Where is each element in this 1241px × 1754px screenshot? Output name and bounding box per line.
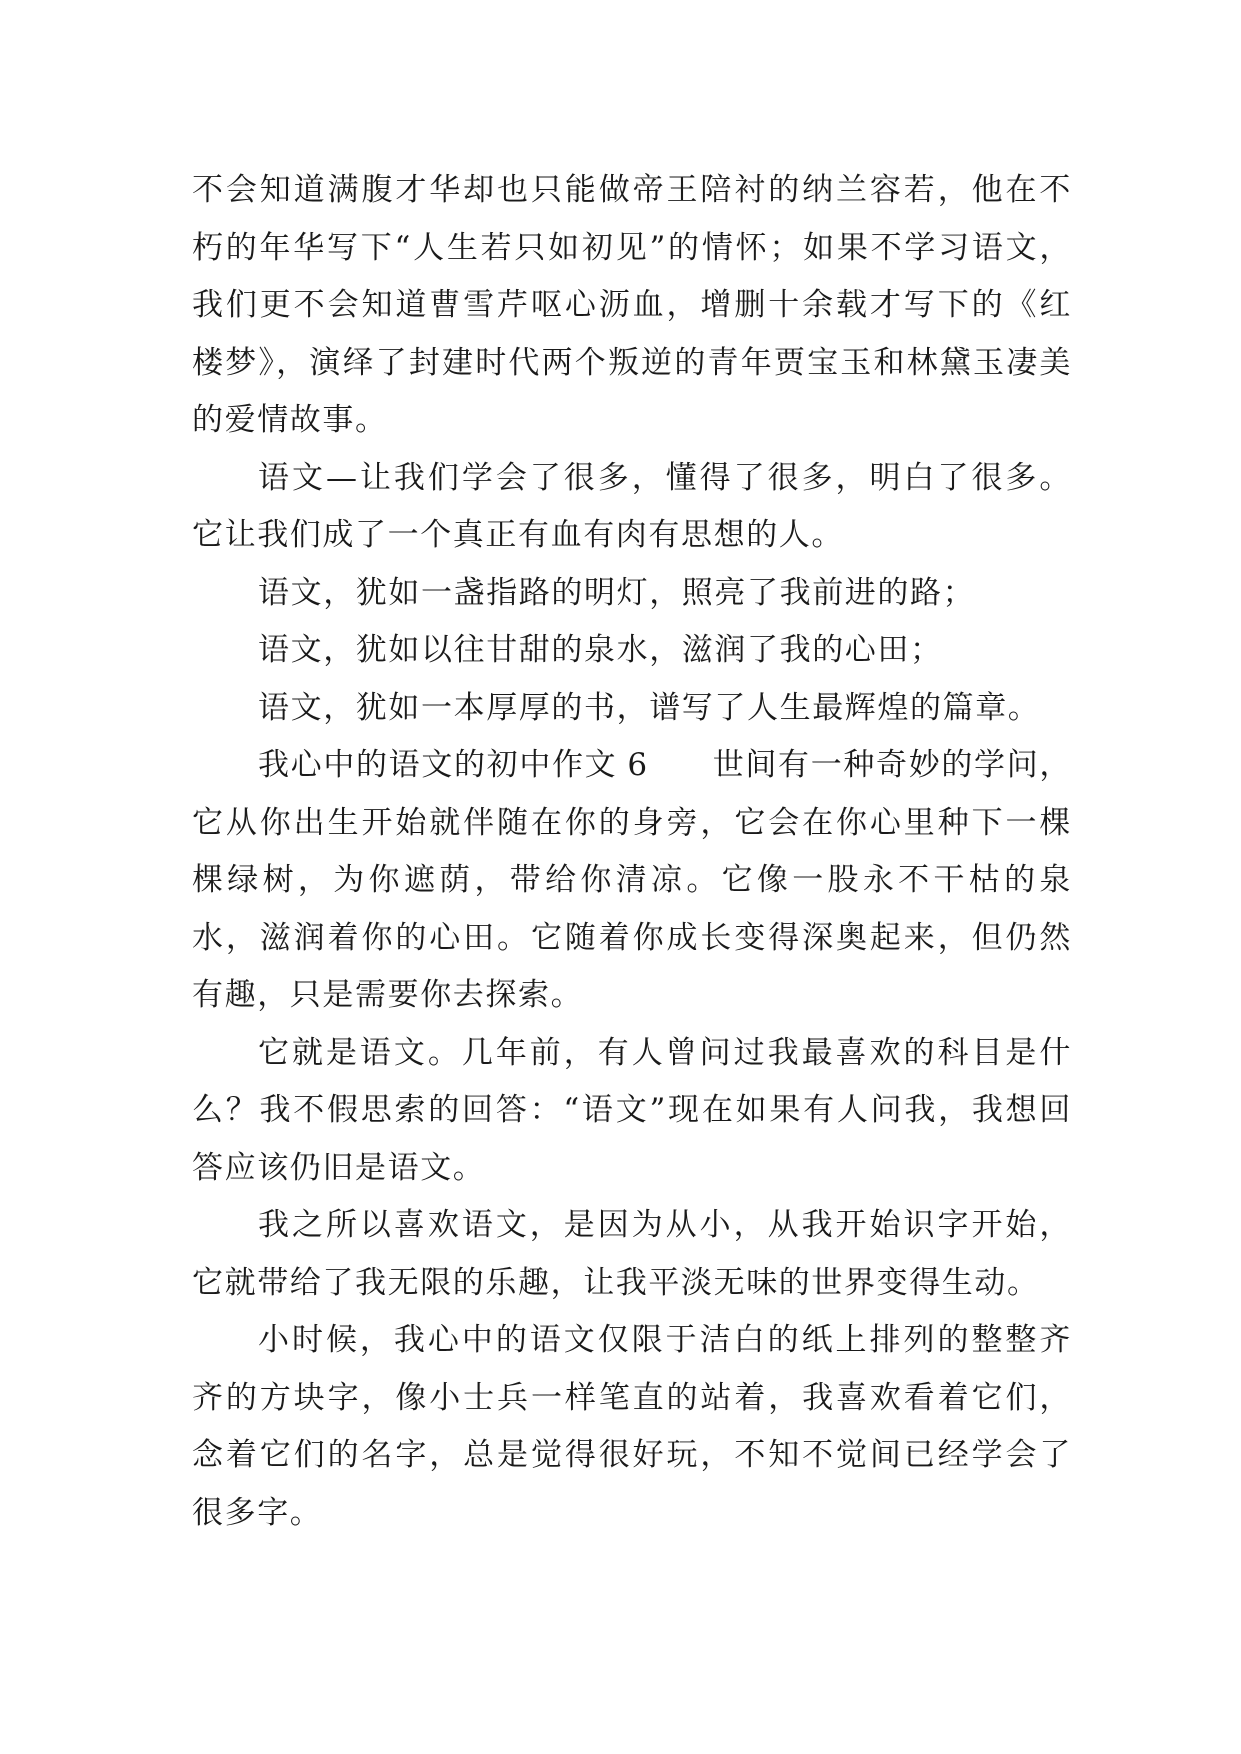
section-title-number: 6 bbox=[627, 747, 649, 783]
section-paragraph-3: 我之所以喜欢语文，是因为从小，从我开始识字开始，它就带给了我无限的乐趣，让我平淡无味的世界变得生动。 bbox=[192, 1207, 1072, 1301]
document-body bbox=[192, 162, 1072, 1542]
paragraph-4: 语文，犹如以往甘甜的泉水，滋润了我的心田； bbox=[258, 632, 943, 668]
section-title: 我心中的语文的初中作文 bbox=[258, 747, 618, 783]
paragraph-5: 语文，犹如一本厚厚的书，谱写了人生最辉煌的篇章。 bbox=[258, 689, 1041, 726]
paragraph-2: 语文—让我们学会了很多，懂得了很多，明白了很多。它让我们成了一个真正有血有肉有思想的人。 bbox=[192, 459, 1072, 553]
section-paragraph-4: 小时候，我心中的语文仅限于洁白的纸上排列的整整齐齐的方块字，像小士兵一样笔直的站着，我喜欢看着它们，念着它们的名字，总是觉得很好玩，不知不觉间已经学会了很多字。 bbox=[192, 1322, 1072, 1531]
paragraph-3: 语文，犹如一盏指路的明灯，照亮了我前进的路； bbox=[258, 574, 976, 611]
paragraph-1: 不会知道满腹才华却也只能做帝王陪衬的纳兰容若，他在不朽的年华写下“人生若只如初见”的情怀；如果不学习语文，我们更不会知道曹雪芹呕心沥血，增删十余载才写下的《红楼梦》，演绎了封建时代两个叛逆的青年贾宝玉和林黛玉凄美的爱情故事。 bbox=[192, 172, 1072, 438]
section-paragraph-2: 它就是语文。几年前，有人曾问过我最喜欢的科目是什么？我不假思索的回答：“语文”现在如果有人问我，我想回答应该仍旧是语文。 bbox=[192, 1034, 1072, 1186]
section-paragraph-1: 世间有一种奇妙的学问，它从你出生开始就伴随在你的身旁，它会在你心里种下一棵棵绿树，为你遮荫，带给你清凉。它像一股永不干枯的泉水，滋润着你的心田。它随着你成长变得深奥起来，但仍然有趣，只是需要你去探索。 bbox=[192, 747, 1072, 1013]
section-title-paragraph bbox=[192, 737, 1072, 1025]
